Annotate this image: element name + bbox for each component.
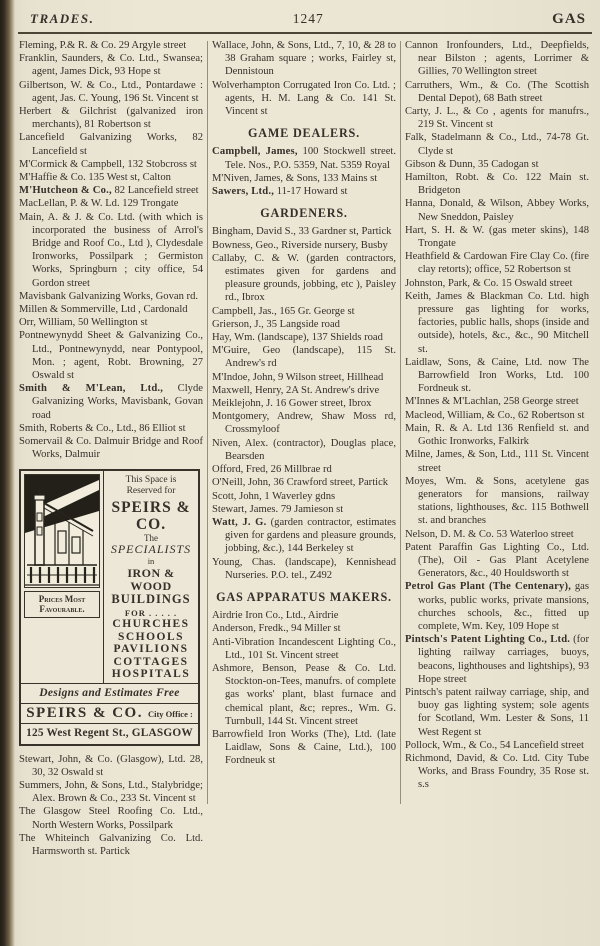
entry-name-bold: Smith & M'Lean, Ltd., [19, 383, 164, 395]
directory-entry: Orr, William, 50 Wellington st [19, 317, 148, 329]
building-illustration-icon [24, 474, 100, 588]
ad-building-type: SCHOOLS [117, 630, 185, 643]
directory-entry: Gibson & Dunn, 35 Cadogan st [405, 158, 539, 170]
section-heading: GAS APPARATUS MAKERS. [216, 589, 392, 604]
directory-entry: Barrowfield Iron Works (The), Ltd. (late Laidlaw, Sons & Caine, Ltd.), 100 Fordneuk st [212, 728, 396, 767]
directory-entry: M'Hutcheon & Co., 82 Lancefield street [19, 185, 199, 197]
directory-entry: Mavisbank Galvanizing Works, Govan rd. [19, 290, 199, 302]
directory-entry: Pollock, Wm., & Co., 54 Lancefield street [405, 739, 584, 751]
directory-entry: Petrol Gas Plant (The Centenary), gas works, public works, private mansions, churches schools, &c., fitted up complete, Wm. Key, 109 Hope st [405, 581, 589, 632]
ad-buildings-label: BUILDINGS [111, 592, 191, 607]
entry-name-bold: Sawers, Ltd., [212, 186, 275, 198]
directory-entry: Cannon Ironfounders, Ltd., Deepfields, near Bilston ; agents, Lorrimer & Gillies, 70 Wellington street [405, 40, 589, 78]
column-divider-rule [207, 41, 208, 804]
column-2 [212, 39, 396, 858]
ad-company-row [21, 704, 198, 724]
directory-entry: Fleming, P.& R. & Co. 29 Argyle street [19, 40, 187, 51]
ad-top-section [21, 471, 198, 684]
directory-entry: Stewart, James. 79 Jamieson st [212, 503, 344, 515]
directory-entry: Johnston, Park, & Co. 15 Oswald street [405, 277, 573, 289]
directory-entry: Hay, Wm. (landscape), 137 Shields road [212, 332, 383, 344]
directory-entry: M'Haffie & Co. 135 West st, Calton [19, 172, 171, 184]
directory-entry: Lancefield Galvanizing Works, 82 Lancefield st [19, 132, 203, 157]
directory-entry: The Whiteinch Galvanizing Co. Ltd. Harmsworth st. Partick [19, 832, 203, 858]
directory-entry: Laidlaw, Sons, & Caine, Ltd. now The Barrowfield Iron Works, Ltd. 100 Fordneuk st. [405, 356, 589, 395]
directory-entry: Carruthers, Wm., & Co. (The Scottish Dental Depot), 68 Bath street [405, 79, 589, 104]
directory-entry: Patent Paraffin Gas Lighting Co., Ltd. (The), Oil - Gas Plant Acetylene Generators, &c., 40 Houldsworth st [405, 541, 589, 580]
ad-reserved-line-1: This Space is [125, 474, 177, 485]
directory-entry: Sawers, Ltd., 11-17 Howard st [212, 186, 348, 198]
directory-entry: Campbell, Jas., 165 Gr. George st [212, 305, 355, 317]
directory-entry: Main, R. & A. Ltd 136 Renfield st. and Gothic Ironworks, Falkirk [405, 422, 589, 448]
entry-name-bold: Petrol Gas Plant (The Centenary), [405, 581, 572, 593]
ad-iron-wood-label: IRON & WOOD [127, 566, 175, 594]
directory-entry: Grierson, J., 35 Langside road [212, 318, 340, 330]
directory-entry: Milne, James, & Son, Ltd., 111 St. Vincent street [405, 449, 589, 474]
ad-building-type: CHURCHES [112, 618, 190, 631]
directory-entry: Bingham, David S., 33 Gardner st, Partick [212, 226, 392, 238]
speirs-advertisement [19, 469, 200, 746]
directory-entry: Main, A. & J. & Co. Ltd. (with which is incorporated the business of Arrol's Bridge and Roof Co., Ltd ), Clydesdale Ironworks, Possilpark ; Germiston Works, Springburn ; city office, 54 Gordon street [19, 211, 203, 289]
directory-entry: M'Niven, James, & Sons, 133 Mains st [212, 172, 378, 184]
ad-city-office-label: City Office : [147, 709, 193, 720]
directory-entry: Montgomery, Andrew, Shaw Moss rd, Crossmyloof [212, 411, 396, 436]
directory-entry: Young, Chas. (landscape), Kennishead Nurseries. P.O. tel., Z492 [212, 556, 396, 581]
directory-entry: Franklin, Saunders, & Co. Ltd., Swansea; agent, James Dick, 93 Hope st [19, 53, 203, 78]
directory-entry: Summers, John, & Sons, Ltd., Stalybridge; Alex. Brown & Co., 233 St. Vincent st [19, 780, 203, 805]
directory-entry: Callaby, C. & W. (garden contractors, estimates given for gardens and pleasure grounds, jobbing, etc ), Paisley rd., Ibrox [212, 252, 396, 304]
page-header [0, 0, 600, 28]
directory-entry: Millen & Sommerville, Ltd , Cardonald [19, 304, 188, 316]
directory-entry: Falk, Stadelmann & Co., Ltd., 74-78 Gt. Clyde st [405, 132, 589, 157]
ad-specialists-label: SPECIALISTS [110, 542, 192, 557]
directory-entry: Hanna, Donald, & Wilson, Abbey Works, New Sneddon, Paisley [405, 198, 589, 223]
directory-entry: Herbert & Gilchrist (galvanized iron merchants), 81 Robertson st [19, 106, 203, 131]
directory-entry: Maxwell, Henry, 2A St. Andrew's drive [212, 384, 380, 396]
ad-for-label: FOR . . . . . [124, 608, 178, 619]
prices-line-1: Prices Most [38, 593, 86, 604]
directory-entry: Ashmore, Benson, Pease & Co. Ltd. Stockton-on-Tees, manufrs. of complete gas works' plant, blast furnace and chemical plant, &c; repres., Wm. G. Turnbull, 144 St. Vincent street [212, 662, 396, 727]
ad-building-type: PAVILIONS [113, 643, 189, 656]
columns-container [0, 34, 600, 858]
directory-entry: O'Neill, John, 36 Crawford street, Partick [212, 477, 389, 489]
directory-entry: M'Indoe, John, 9 Wilson street, Hillhead [212, 371, 384, 383]
directory-entry: Anti-Vibration Incandescent Lighting Co., Ltd., 101 St. Vincent street [212, 636, 396, 661]
directory-entry: Watt, J. G. (garden contractor, estimates given for gardens and pleasure grounds, jobbing, &c.), 144 Berkeley st [212, 516, 396, 555]
directory-entry: Pintsch's Patent Lighting Co., Ltd. (for lighting railway carriages, buoys, beacons, lighthouses and lightships), 93 Hope street [405, 634, 589, 685]
directory-entry: Keith, James & Blackman Co. Ltd. high pressure gas lighting for works, factories, public halls, shops (inside and outside), hotels, &c., &c., 90 Mitchell st. [405, 290, 589, 355]
directory-entry: Hart, S. H. & W. (gas meter skins), 148 Trongate [405, 224, 589, 250]
ad-illustration-panel [21, 471, 104, 683]
page-number: 1247 [292, 11, 324, 26]
directory-entry: M'Innes & M'Lachlan, 258 George street [405, 396, 579, 408]
directory-entry: Somervail & Co. Dalmuir Bridge and Roof Works, Dalmuir [19, 436, 203, 461]
section-running-title: TRADES. [30, 11, 95, 26]
directory-entry: M'Cormick & Campbell, 132 Stobcross st [19, 158, 197, 170]
ad-address-line: 125 West Regent St., GLASGOW [26, 727, 193, 740]
directory-entry: Scott, John, 1 Waverley gdns [212, 490, 336, 502]
entry-name-bold: Pintsch's Patent Lighting Co., Ltd. [405, 634, 571, 646]
directory-entry: M'Guire, Geo (landscape), 115 St. Andrew's rd [212, 345, 396, 370]
directory-entry: Pontnewynydd Sheet & Galvanizing Co., Ltd., Pontnewynydd, near Pontypool, Mon. ; agent, Robt. Browning, 27 Oswald st [19, 330, 203, 382]
ad-company-name-2: SPEIRS & CO. [26, 705, 143, 722]
ad-the-label: The [144, 532, 158, 543]
entry-name-bold: Watt, J. G. [212, 516, 267, 528]
directory-entry: Wolverhampton Corrugated Iron Co. Ltd. ; agents, H. M. Lang & Co. 141 St. Vincent st [212, 79, 396, 118]
column-1 [19, 39, 203, 858]
directory-entry: Meiklejohn, J. 16 Gower street, Ibrox [212, 398, 372, 410]
column-3 [405, 39, 589, 858]
directory-entry: MacLellan, P. & W. Ld. 129 Trongate [19, 198, 179, 210]
ad-designs-line: Designs and Estimates Free [21, 684, 198, 704]
book-binding-edge [0, 0, 15, 946]
ad-company-name: SPEIRS & CO. [111, 498, 191, 533]
entry-name-bold: Campbell, James, [212, 146, 298, 158]
section-heading: GARDENERS. [260, 206, 348, 221]
directory-entry: Moyes, Wm. & Sons, acetylene gas generators for mansions, railway stations, lighthouses, &c. 115 Bothwell st. and branches [405, 475, 589, 527]
directory-entry: Smith & M'Lean, Ltd., Clyde Galvanizing Works, Mavisbank, Govan road [19, 383, 203, 421]
ad-building-type: HOSPITALS [111, 668, 191, 681]
entry-name-bold: M'Hutcheon & Co., [19, 185, 112, 197]
section-heading: GAME DEALERS. [248, 126, 360, 141]
directory-entry: Pintsch's patent railway carriage, ship, and buoy gas lighting system; sole agents for Scotland, Wm. Lester & Sons, 11 West Regent st [405, 686, 589, 738]
directory-entry: Offord, Fred, 26 Millbrae rd [212, 464, 332, 476]
prices-line-2: Favourable. [39, 604, 85, 614]
ad-text-panel [104, 471, 198, 683]
ad-building-type: COTTAGES [113, 655, 189, 668]
prices-note [24, 591, 100, 618]
directory-entry: Anderson, Fredk., 94 Miller st [212, 623, 341, 635]
directory-entry: The Glasgow Steel Roofing Co. Ltd., North Western Works, Possilpark [19, 806, 203, 831]
ad-in-label: in [147, 555, 155, 566]
running-head-keyword: GAS [552, 11, 586, 27]
directory-entry: Campbell, James, 100 Stockwell street. Tele. Nos., P.O. 5359, Nat. 5359 Royal [212, 146, 396, 171]
directory-entry: Niven, Alex. (contractor), Douglas place, Bearsden [212, 437, 396, 462]
directory-entry: Airdrie Iron Co., Ltd., Airdrie [212, 610, 339, 622]
directory-entry: Nelson, D. M. & Co. 53 Waterloo street [405, 528, 574, 540]
directory-entry: Stewart, John, & Co. (Glasgow), Ltd. 28, 30, 32 Oswald st [19, 753, 203, 778]
column-divider-rule [400, 41, 401, 804]
directory-entry: Heathfield & Cardowan Fire Clay Co. (fire clay retorts); office, 52 Robertson st [405, 251, 589, 276]
directory-entry: Hamilton, Robt. & Co. 122 Main st. Bridgeton [405, 172, 589, 197]
directory-entry: Bowness, Geo., Riverside nursery, Busby [212, 239, 388, 251]
directory-entry: Smith, Roberts & Co., Ltd., 86 Elliot st [19, 422, 186, 434]
directory-entry: Wallace, John, & Sons, Ltd., 7, 10, & 28 to 38 Graham square ; works, Fairley st, Dennistoun [212, 40, 396, 78]
directory-entry: Richmond, David, & Co. Ltd. City Tube Works, and Brass Foundry, 35 Rose st. s.s [405, 752, 589, 791]
directory-entry: Gilbertson, W. & Co., Ltd., Pontardawe : agent, Jas. C. Young, 196 St. Vincent st [19, 79, 203, 104]
directory-entry: Carty, J. L., & Co , agents for manufrs., 219 St. Vincent st [405, 106, 589, 131]
ad-reserved-line-2: Reserved for [126, 485, 176, 496]
directory-entry: Macleod, William, & Co., 62 Robertson st [405, 409, 585, 421]
